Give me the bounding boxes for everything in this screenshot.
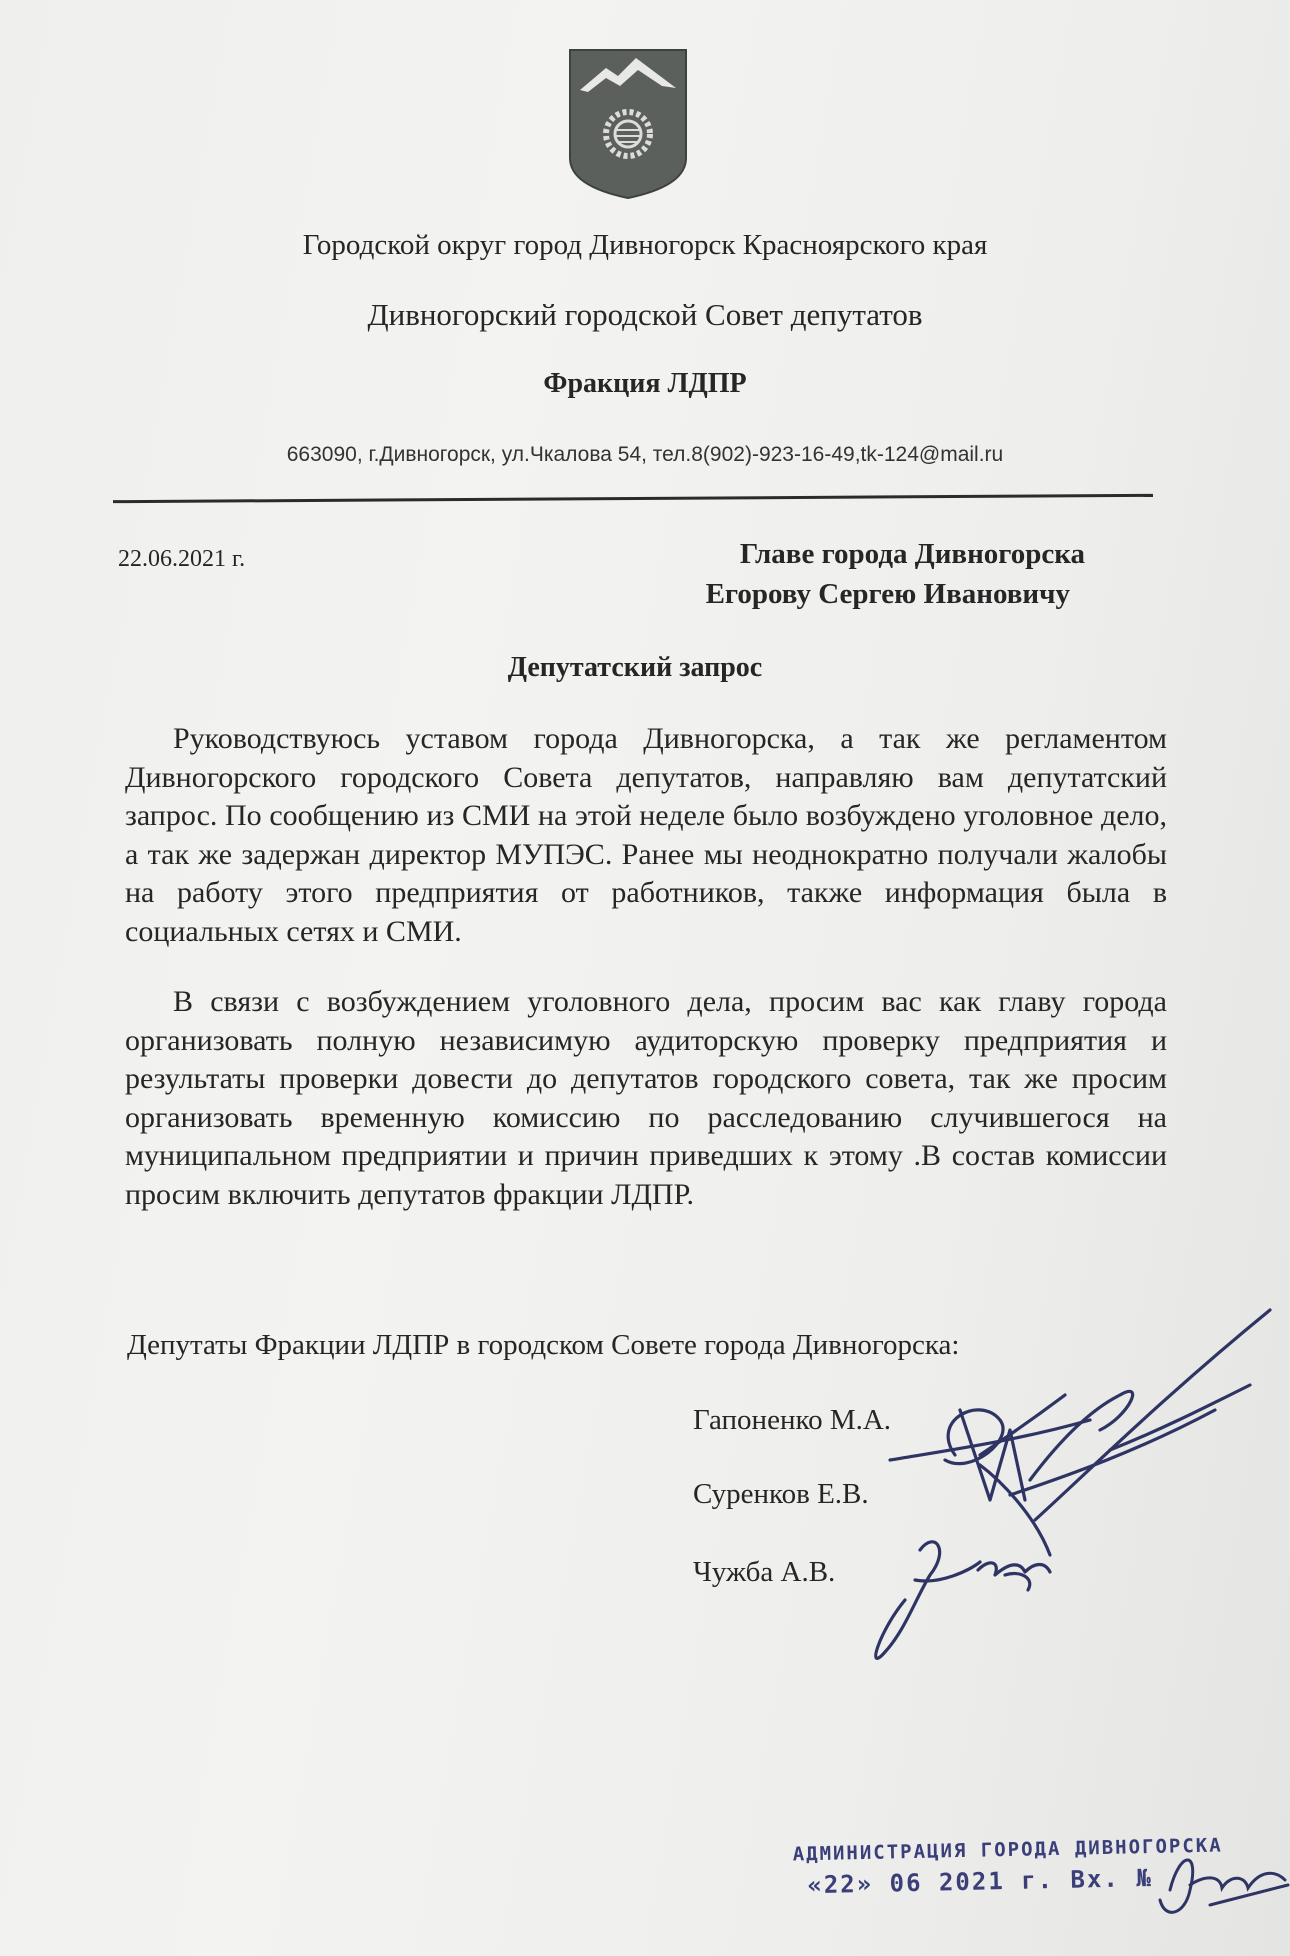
addressee-line-1: Главе города Дивногорска	[739, 538, 1085, 570]
contact-address: 663090, г.Дивногорск, ул.Чкалова 54, тел.8(902)-923-16-49,tk-124@mail.ru	[286, 443, 1004, 466]
stamp-month: 06	[889, 1868, 923, 1898]
municipality-line: Городской округ город Дивногорск Красноярского края	[302, 229, 988, 261]
header-divider	[113, 494, 1153, 503]
signatories-heading: Депутаты Фракции ЛДПР в городском Совете города Дивногорска:	[127, 1329, 960, 1361]
signatory-name: Гапоненко М.А.	[693, 1404, 892, 1436]
body-paragraph-1: Руководствуюсь уставом города Дивногорска, а так же регламентом Дивногорского городского Совета депутатов, направляю вам депутатский запрос. По сообщению из СМИ на этой неделе было возбуждено уголовное дело, а так же задержан директор МУПЭС. Ранее мы неоднократно получали жалобы на работу этого предприятия от работников, также информация была в социальных сетях и СМИ.	[125, 722, 1167, 948]
handwritten-signatures	[860, 1300, 1280, 1670]
council-line: Дивногорский городской Совет депутатов	[367, 297, 923, 332]
stamp-signature	[1150, 1830, 1290, 1930]
addressee-line-2: Егорову Сергею Ивановичу	[705, 578, 1070, 610]
stamp-year: 2021 г. Вх. №	[938, 1863, 1154, 1897]
stamp-authority: АДМИНИСТРАЦИЯ ГОРОДА ДИВНОГОРСКА	[792, 1834, 1223, 1866]
signatory-name: Чужба А.В.	[693, 1556, 836, 1588]
city-coat-of-arms-icon	[566, 46, 690, 202]
faction-line: Фракция ЛДПР	[543, 368, 747, 399]
signatory-name: Суренков Е.В.	[693, 1478, 869, 1510]
stamp-date-line: «22» 06 2021 г. Вх. №	[807, 1863, 1154, 1900]
document-title: Депутатский запрос	[507, 652, 763, 683]
document-date: 22.06.2021 г.	[118, 546, 246, 572]
addressee-block	[0, 534, 1085, 614]
body-paragraph-2: В связи с возбуждением уголовного дела, просим вас как главу города организовать полную независимую аудиторскую проверку предприятия и результаты проверки довести до депутатов городского совета, так же просим организовать временную комиссию по расследованию случившегося на муниципальном предприятии и причин приведших к этому .В состав комиссии просим включить депутатов фракции ЛДПР.	[125, 985, 1167, 1211]
stamp-day: 22	[823, 1870, 857, 1899]
